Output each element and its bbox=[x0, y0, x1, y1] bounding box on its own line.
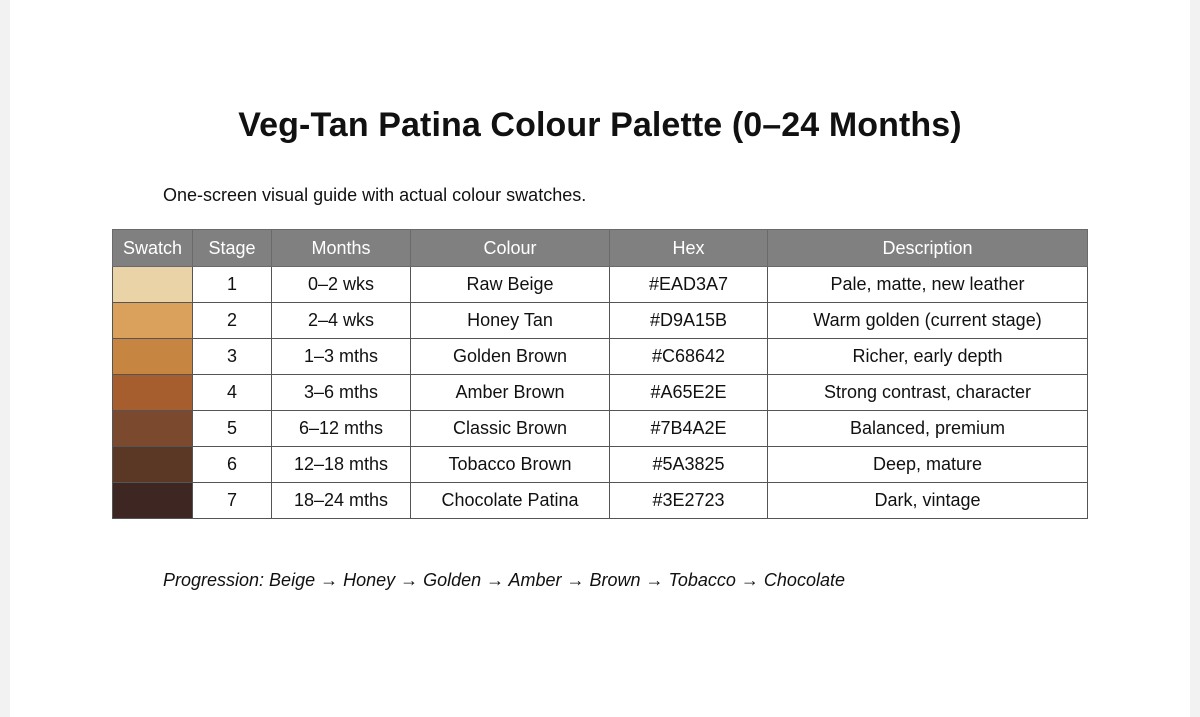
description-cell: Balanced, premium bbox=[768, 411, 1088, 447]
colour-swatch bbox=[113, 447, 193, 483]
hex-cell: #A65E2E bbox=[610, 375, 768, 411]
header-description: Description bbox=[768, 230, 1088, 267]
hex-cell: #5A3825 bbox=[610, 447, 768, 483]
table-row bbox=[113, 483, 1088, 519]
colour-cell: Classic Brown bbox=[411, 411, 610, 447]
colour-swatch bbox=[113, 483, 193, 519]
hex-cell: #C68642 bbox=[610, 339, 768, 375]
colour-cell: Honey Tan bbox=[411, 303, 610, 339]
months-cell: 6–12 mths bbox=[272, 411, 411, 447]
colour-swatch bbox=[113, 303, 193, 339]
table-row bbox=[113, 447, 1088, 483]
colour-cell: Golden Brown bbox=[411, 339, 610, 375]
colour-cell: Tobacco Brown bbox=[411, 447, 610, 483]
hex-cell: #EAD3A7 bbox=[610, 267, 768, 303]
document-page bbox=[10, 0, 1190, 717]
colour-swatch bbox=[113, 267, 193, 303]
table-row bbox=[113, 339, 1088, 375]
months-cell: 2–4 wks bbox=[272, 303, 411, 339]
stage-cell: 6 bbox=[193, 447, 272, 483]
stage-cell: 3 bbox=[193, 339, 272, 375]
colour-swatch bbox=[113, 339, 193, 375]
header-hex: Hex bbox=[610, 230, 768, 267]
table-row bbox=[113, 375, 1088, 411]
months-cell: 1–3 mths bbox=[272, 339, 411, 375]
description-cell: Pale, matte, new leather bbox=[768, 267, 1088, 303]
colour-cell: Raw Beige bbox=[411, 267, 610, 303]
description-cell: Richer, early depth bbox=[768, 339, 1088, 375]
months-cell: 0–2 wks bbox=[272, 267, 411, 303]
table-row bbox=[113, 303, 1088, 339]
months-cell: 3–6 mths bbox=[272, 375, 411, 411]
colour-swatch bbox=[113, 375, 193, 411]
hex-cell: #3E2723 bbox=[610, 483, 768, 519]
months-cell: 12–18 mths bbox=[272, 447, 411, 483]
hex-cell: #D9A15B bbox=[610, 303, 768, 339]
header-stage: Stage bbox=[193, 230, 272, 267]
page-subtitle: One-screen visual guide with actual colour swatches. bbox=[163, 185, 587, 205]
description-cell: Dark, vintage bbox=[768, 483, 1088, 519]
hex-cell: #7B4A2E bbox=[610, 411, 768, 447]
stage-cell: 5 bbox=[193, 411, 272, 447]
stage-cell: 1 bbox=[193, 267, 272, 303]
colour-swatch bbox=[113, 411, 193, 447]
progression-note: Progression: Beige → Honey → Golden → Amber → Brown → Tobacco → Chocolate bbox=[163, 570, 845, 590]
header-swatch: Swatch bbox=[113, 230, 193, 267]
description-cell: Deep, mature bbox=[768, 447, 1088, 483]
header-colour: Colour bbox=[411, 230, 610, 267]
stage-cell: 4 bbox=[193, 375, 272, 411]
description-cell: Warm golden (current stage) bbox=[768, 303, 1088, 339]
page-title: Veg-Tan Patina Colour Palette (0–24 Months) bbox=[238, 106, 962, 144]
table-header-row bbox=[113, 230, 1088, 267]
stage-cell: 7 bbox=[193, 483, 272, 519]
stage-cell: 2 bbox=[193, 303, 272, 339]
table-row bbox=[113, 411, 1088, 447]
table-row bbox=[113, 267, 1088, 303]
palette-table bbox=[112, 229, 1088, 519]
header-months: Months bbox=[272, 230, 411, 267]
description-cell: Strong contrast, character bbox=[768, 375, 1088, 411]
colour-cell: Amber Brown bbox=[411, 375, 610, 411]
colour-cell: Chocolate Patina bbox=[411, 483, 610, 519]
months-cell: 18–24 mths bbox=[272, 483, 411, 519]
